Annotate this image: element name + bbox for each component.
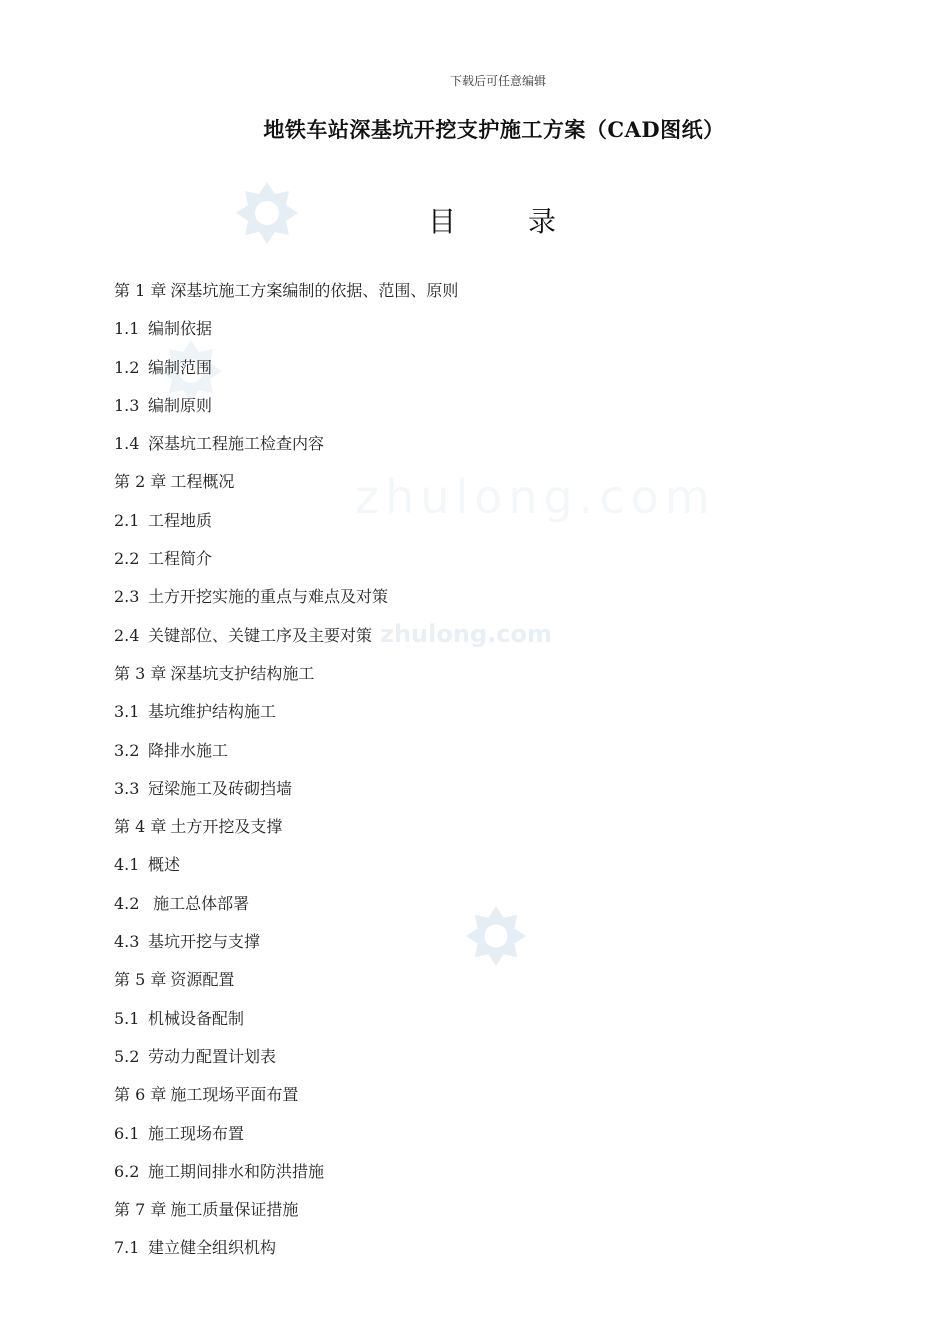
toc-section-entry bbox=[114, 1008, 458, 1046]
toc-entry-title: 资源配置 bbox=[170, 970, 235, 990]
toc-section-entry bbox=[114, 357, 458, 395]
toc-entry-number: 2.2 bbox=[114, 549, 140, 569]
toc-section-entry bbox=[114, 740, 458, 778]
toc-entry-number: 1.3 bbox=[114, 395, 140, 415]
toc-entry-title: 编制依据 bbox=[148, 319, 213, 339]
toc-entry-number: 5.2 bbox=[114, 1046, 140, 1066]
toc-section-entry bbox=[114, 1161, 458, 1199]
toc-entry-title: 施工期间排水和防洪措施 bbox=[148, 1161, 325, 1181]
toc-section-entry bbox=[114, 510, 458, 548]
toc-section-entry bbox=[114, 893, 458, 931]
toc-heading-left: 目 bbox=[428, 205, 457, 238]
toc-entry-title: 工程简介 bbox=[148, 549, 213, 569]
toc-entry-title: 机械设备配制 bbox=[148, 1008, 245, 1028]
toc-entry-number: 3.1 bbox=[114, 702, 140, 722]
toc-entry-number: 2.1 bbox=[114, 510, 140, 530]
toc-entry-title: 编制原则 bbox=[148, 395, 213, 415]
toc-entry-title: 工程地质 bbox=[148, 510, 213, 530]
toc-heading-right: 录 bbox=[528, 205, 557, 238]
toc-chapter-entry bbox=[114, 663, 458, 701]
toc-section-entry bbox=[114, 318, 458, 356]
toc-chapter-entry bbox=[114, 1084, 458, 1122]
toc-section-entry bbox=[114, 854, 458, 892]
toc-entry-number: 2.4 bbox=[114, 625, 140, 645]
toc-chapter-entry bbox=[114, 969, 458, 1007]
toc-entry-title: 基坑开挖与支撑 bbox=[148, 932, 261, 952]
toc-entry-number: 4.3 bbox=[114, 932, 140, 952]
toc-entry-number: 2.3 bbox=[114, 587, 140, 607]
toc-entry-title: 工程概况 bbox=[170, 472, 235, 492]
toc-entry-title: 冠梁施工及砖砌挡墙 bbox=[148, 778, 293, 798]
toc-section-entry bbox=[114, 778, 458, 816]
toc-entry-number: 第 4 章 bbox=[114, 817, 167, 837]
watermark-text: zhulong.com bbox=[355, 470, 716, 524]
toc-entry-title: 土方开挖实施的重点与难点及对策 bbox=[148, 587, 389, 607]
toc-section-entry bbox=[114, 1237, 458, 1275]
toc-entry-title: 施工现场布置 bbox=[148, 1123, 245, 1143]
toc-entry-title: 深基坑支护结构施工 bbox=[170, 663, 315, 683]
toc-entry-title: 劳动力配置计划表 bbox=[148, 1046, 277, 1066]
watermark-logo-icon bbox=[236, 182, 298, 244]
toc-entry-number: 4.1 bbox=[114, 855, 140, 875]
toc-section-entry bbox=[114, 433, 458, 471]
toc-entry-title: 施工总体部署 bbox=[148, 893, 250, 913]
toc-entry-number: 7.1 bbox=[114, 1238, 140, 1258]
toc-entry-title: 建立健全组织机构 bbox=[148, 1238, 277, 1258]
toc-entry-title: 概述 bbox=[148, 855, 181, 875]
toc-entry-title: 深基坑施工方案编制的依据、范围、原则 bbox=[170, 281, 459, 300]
toc-entry-number: 第 5 章 bbox=[114, 970, 167, 990]
document-title: 地铁车站深基坑开挖支护施工方案（CAD图纸） bbox=[263, 117, 725, 142]
toc-entry-number: 4.2 bbox=[114, 893, 140, 913]
toc-entry-number: 1.4 bbox=[114, 434, 140, 454]
toc-entry-number: 6.2 bbox=[114, 1161, 140, 1181]
toc-section-entry bbox=[114, 625, 458, 663]
toc-entry-title: 编制范围 bbox=[148, 357, 213, 377]
toc-entry-number: 3.2 bbox=[114, 740, 140, 760]
toc-chapter-entry bbox=[114, 816, 458, 854]
toc-entry-title: 施工现场平面布置 bbox=[170, 1085, 299, 1105]
toc-entry-number: 第 1 章 bbox=[114, 281, 167, 300]
toc-entry-title: 基坑维护结构施工 bbox=[148, 702, 277, 722]
toc-entry-title: 深基坑工程施工检查内容 bbox=[148, 434, 325, 454]
table-of-contents bbox=[114, 280, 458, 1276]
toc-section-entry bbox=[114, 701, 458, 739]
toc-section-entry bbox=[114, 931, 458, 969]
toc-entry-number: 5.1 bbox=[114, 1008, 140, 1028]
toc-entry-number: 第 7 章 bbox=[114, 1200, 167, 1220]
watermark-logo-icon bbox=[466, 906, 526, 966]
toc-chapter-entry bbox=[114, 471, 458, 509]
toc-entry-number: 第 6 章 bbox=[114, 1085, 167, 1105]
toc-entry-number: 3.3 bbox=[114, 778, 140, 798]
toc-entry-number: 6.1 bbox=[114, 1123, 140, 1143]
toc-entry-number: 第 3 章 bbox=[114, 663, 167, 683]
toc-entry-number: 第 2 章 bbox=[114, 472, 167, 492]
toc-chapter-entry bbox=[114, 280, 458, 318]
toc-entry-title: 土方开挖及支撑 bbox=[170, 817, 283, 837]
toc-section-entry bbox=[114, 395, 458, 433]
toc-entry-title: 降排水施工 bbox=[148, 740, 229, 760]
toc-section-entry bbox=[114, 586, 458, 624]
toc-entry-number: 1.1 bbox=[114, 319, 140, 339]
toc-entry-number: 1.2 bbox=[114, 357, 140, 377]
toc-entry-title: 施工质量保证措施 bbox=[170, 1200, 299, 1220]
toc-section-entry bbox=[114, 548, 458, 586]
toc-heading bbox=[428, 200, 556, 240]
toc-section-entry bbox=[114, 1046, 458, 1084]
toc-chapter-entry bbox=[114, 1199, 458, 1237]
header-note: 下载后可任意编辑 bbox=[449, 74, 546, 88]
toc-section-entry bbox=[114, 1123, 458, 1161]
watermark-url: zhulong.com bbox=[380, 620, 552, 648]
toc-entry-title: 关键部位、关键工序及主要对策 bbox=[148, 625, 373, 645]
